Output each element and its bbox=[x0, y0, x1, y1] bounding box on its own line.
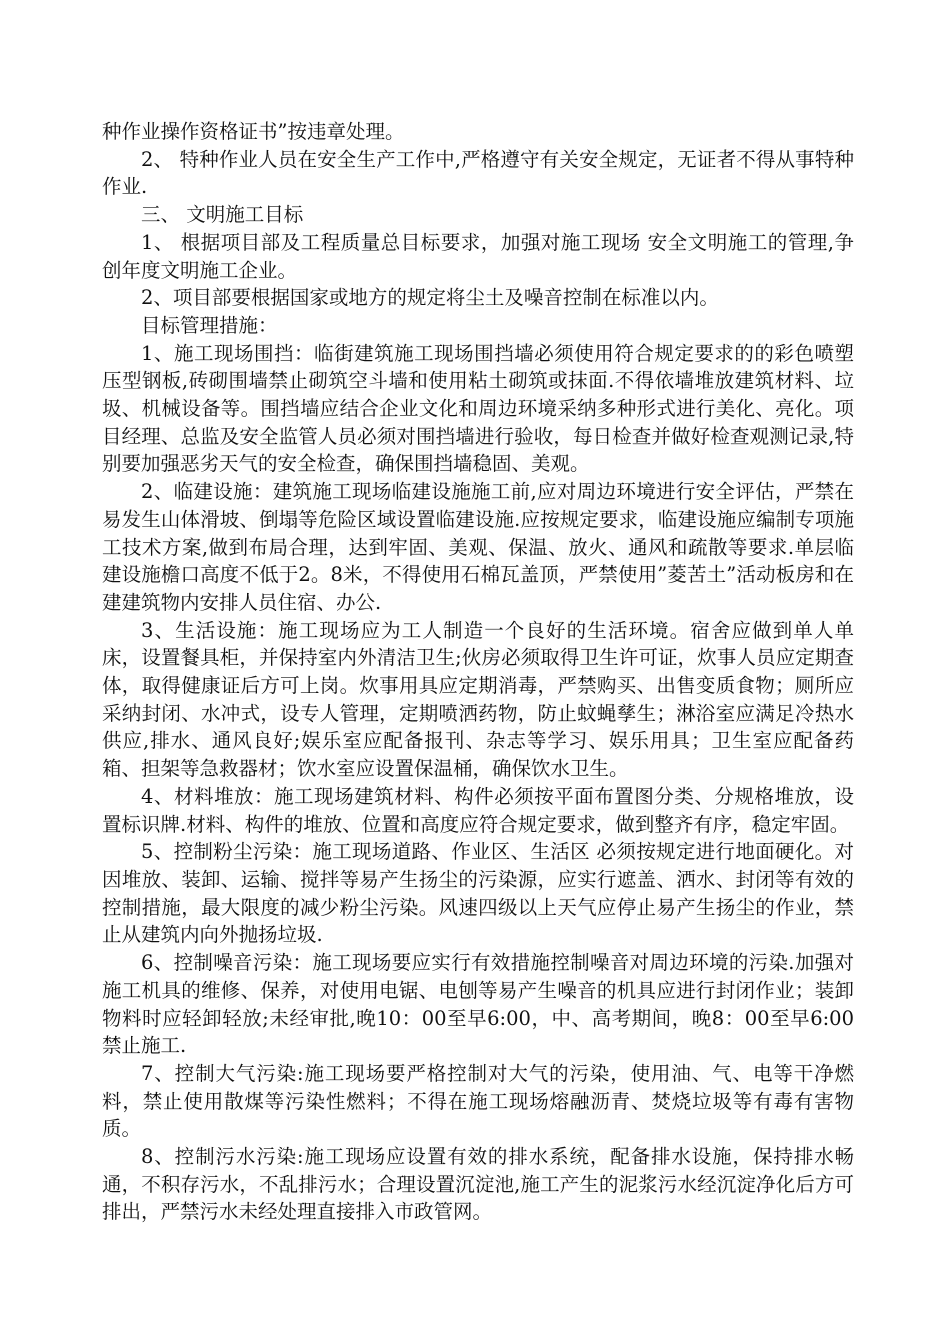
paragraph-measure-dust-control: 5、控制粉尘污染：施工现场道路、作业区、生活区 必须按规定进行地面硬化。对因堆放、装卸、运输、搅拌等易产生扬尘的污染源，应实行遮盖、洒水、封闭等有效的控制措施，最大限度的减少粉尘污染。风速四级以上天气应停止易产生扬尘的作业，禁止从建筑内向外抛扬垃圾. bbox=[102, 840, 854, 947]
subheading-management-measures: 目标管理措施： bbox=[141, 313, 278, 337]
paragraph-goal-1: 1、 根据项目部及工程质量总目标要求，加强对施工现场 安全文明施工的管理,争创年度文明施工企业。 bbox=[102, 230, 854, 282]
paragraph-measure-air-pollution: 7、控制大气污染:施工现场要严格控制对大气的污染，使用油、气、电等干净燃料，禁止使用散煤等污染性燃料；不得在施工现场熔融沥青、焚烧垃圾等有毒有害物质。 bbox=[102, 1061, 854, 1141]
paragraph-measure-temporary-facilities: 2、临建设施：建筑施工现场临建设施施工前,应对周边环境进行安全评估，严禁在易发生山体滑坡、倒塌等危险区域设置临建设施.应按规定要求，临建设施应编制专项施工技术方案,做到布局合理，达到牢固、美观、保温、放火、通风和疏散等要求.单层临建设施檐口高度不低于2。8米，不得使用石棉瓦盖顶，严禁使用”菱苦土”活动板房和在建建筑物内安排人员住宿、办公. bbox=[102, 480, 854, 614]
paragraph-goal-2: 2、项目部要根据国家或地方的规定将尘土及噪音控制在标准以内。 bbox=[141, 286, 719, 310]
paragraph-continuation: 种作业操作资格证书”按违章处理。 bbox=[102, 120, 405, 143]
paragraph-item-2: 2、 特种作业人员在安全生产工作中,严格遵守有关安全规定，无证者不得从事特种作业. bbox=[102, 147, 854, 199]
paragraph-measure-wastewater: 8、控制污水污染:施工现场应设置有效的排水系统，配备排水设施，保持排水畅通，不积存污水，不乱排污水；合理设置沉淀池,施工产生的泥浆污水经沉淀净化后方可排出，严禁污水未经处理直接排入市政管网。 bbox=[102, 1145, 854, 1224]
paragraph-measure-living-facilities: 3、生活设施：施工现场应为工人制造一个良好的生活环境。宿舍应做到单人单床，设置餐具柜，并保持室内外清洁卫生;伙房必须取得卫生许可证，炊事人员应定期查体，取得健康证后方可上岗。炊事用具应定期消毒，严禁购买、出售变质食物；厕所应采纳封闭、水冲式，设专人管理，定期喷洒药物，防止蚊蝇孳生；淋浴室应满足冷热水供应,排水、通风良好;娱乐室应配备报刊、杂志等学习、娱乐用具；卫生室应配备药箱、担架等急救器材；饮水室应设置保温桶，确保饮水卫生。 bbox=[102, 618, 854, 781]
paragraph-measure-material-stacking: 4、材料堆放：施工现场建筑材料、构件必须按平面布置图分类、分规格堆放，设置标识牌.材料、构件的堆放、位置和高度应符合规定要求，做到整齐有序，稳定牢固。 bbox=[102, 784, 854, 836]
section-heading-civilized-construction: 三、 文明施工目标 bbox=[141, 203, 304, 227]
paragraph-measure-noise-control: 6、控制噪音污染：施工现场要应实行有效措施控制噪音对周边环境的污染.加强对施工机具的维修、保养，对使用电锯、电刨等易产生噪音的机具应进行封闭作业；装卸物料时应轻卸轻放;未经审批,晚10：00至早6:00，中、高考期间，晚8：00至早6:00禁止施工. bbox=[102, 951, 854, 1058]
paragraph-measure-enclosure: 1、施工现场围挡：临街建筑施工现场围挡墙必须使用符合规定要求的的彩色喷塑压型钢板,砖砌围墙禁止砌筑空斗墙和使用粘土砌筑或抹面.不得依墙堆放建筑材料、垃圾、机械设备等。围挡墙应结合企业文化和周边环境采纳多种形式进行美化、亮化。项目经理、总监及安全监管人员必须对围挡墙进行验收，每日检查并做好检查观测记录,特别要加强恶劣天气的安全检查，确保围挡墙稳固、美观。 bbox=[102, 341, 854, 476]
body-text bbox=[102, 118, 854, 1226]
